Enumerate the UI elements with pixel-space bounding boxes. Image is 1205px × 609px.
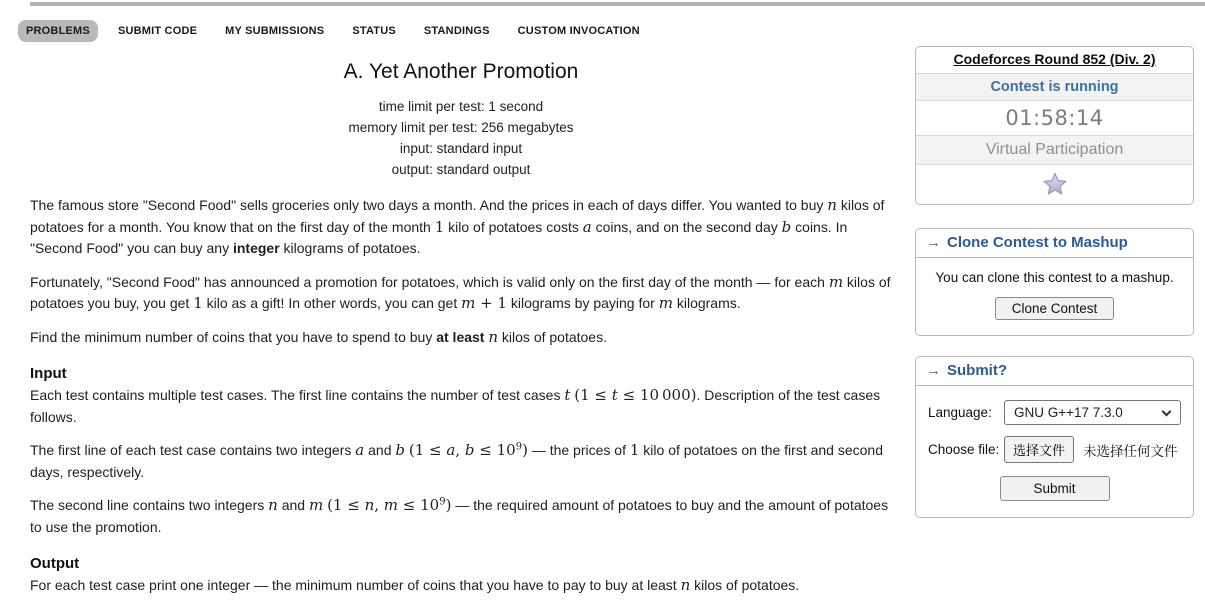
problem-statement [30, 60, 892, 609]
submit-box-title: Submit? [947, 362, 1007, 379]
text-segment: ≤ 10 [398, 496, 440, 514]
participation-mode: Virtual Participation [916, 135, 1193, 164]
language-selected-value: GNU G++17 7.3.0 [1014, 405, 1123, 420]
section-title-input: Input [30, 365, 67, 382]
text-segment: 1 [193, 294, 203, 312]
problem-paragraph [30, 272, 892, 315]
problem-paragraph [30, 385, 892, 428]
math-variable: b [781, 217, 792, 236]
math-variable: b [464, 441, 475, 459]
language-select[interactable] [1004, 400, 1181, 425]
text-segment: 9 [515, 441, 523, 453]
text-segment: and [277, 497, 309, 513]
text-segment: Fortunately, "Second Food" has announced a promotion for potatoes, which is valid only on the first day of the month — for each [30, 273, 829, 290]
text-segment: . Description of the test cases follows. [30, 387, 881, 425]
text-segment: ) [445, 496, 452, 514]
math-variable: n [827, 196, 837, 214]
math-variable: a [446, 441, 456, 459]
tab-custom-invocation[interactable]: CUSTOM INVOCATION [517, 25, 640, 37]
arrow-icon: → [926, 362, 941, 379]
problem-limits [30, 96, 892, 180]
math-variable: t [564, 386, 571, 404]
math-variable: n [364, 496, 375, 514]
submit-box-caption [916, 357, 1193, 386]
tab-submit-code[interactable]: SUBMIT CODE [117, 25, 198, 37]
text-segment: — the required amount of potatoes to buy and the amount of potatoes to use the promotion. [30, 497, 889, 535]
language-label: Language: [928, 405, 992, 420]
text-segment: coins, and on the second day [591, 218, 782, 235]
section-title-output: Output [30, 555, 80, 572]
text-segment: 1 [629, 441, 640, 459]
top-divider [30, 2, 1205, 6]
math-variable: n [488, 327, 499, 346]
text-segment: kilo of potatoes on the first and second days, respectively. [30, 442, 884, 480]
clone-box-title: Clone Contest to Mashup [947, 234, 1128, 251]
sidebar [915, 46, 1194, 518]
math-variable: a [355, 441, 365, 459]
text-segment: kilos of potatoes. [498, 328, 607, 345]
text-segment: , [374, 496, 384, 514]
text-segment: ≤ 10 000) [617, 386, 697, 404]
text-segment: 1 [434, 217, 445, 236]
text-segment: — the prices of [527, 442, 630, 458]
arrow-icon: → [926, 234, 941, 251]
math-variable: n [268, 496, 278, 514]
text-segment: 9 [439, 496, 446, 508]
text-segment: at least [436, 328, 485, 345]
text-segment: kilos of potatoes. [690, 577, 800, 593]
tab-standings[interactable]: STANDINGS [423, 25, 490, 37]
text-segment: integer [232, 240, 280, 256]
text-segment: kilo as a gift! In other words, you can get [202, 295, 462, 311]
statement-body [30, 195, 892, 597]
favorite-star-icon[interactable] [1043, 172, 1067, 195]
file-status-text: 未选择任何文件 [1083, 443, 1178, 459]
text-segment: kilo of potatoes costs [444, 218, 583, 235]
limit-line: memory limit per test: 256 megabytes [348, 120, 574, 135]
text-segment: and [364, 442, 396, 458]
choose-file-row [928, 436, 1181, 463]
tab-status[interactable]: STATUS [352, 25, 396, 37]
text-segment: (1 ≤ [574, 386, 612, 404]
clone-contest-box [915, 228, 1194, 336]
problem-header [30, 60, 892, 180]
text-segment: (1 ≤ [408, 441, 447, 459]
math-variable: m [308, 496, 324, 514]
submit-form [916, 386, 1193, 517]
text-segment: kilograms of potatoes. [279, 240, 421, 256]
contest-status: Contest is running [990, 79, 1119, 95]
contest-title-row [916, 47, 1193, 73]
math-variable: b [395, 441, 405, 459]
math-variable: t [611, 386, 618, 404]
tab-problems[interactable]: PROBLEMS [18, 20, 98, 42]
limit-line: output: standard output [391, 162, 531, 177]
text-segment: Find the minimum number of coins that you have to spend to buy [30, 328, 437, 345]
choose-file-button[interactable]: 选择文件 [1004, 436, 1074, 463]
text-segment: kilograms. [672, 295, 741, 311]
problem-paragraph [30, 327, 892, 349]
text-segment: , [455, 441, 465, 459]
clone-box-caption [916, 229, 1193, 258]
problem-paragraph [30, 575, 892, 597]
text-segment: The first line of each test case contains two integers [30, 442, 356, 458]
submit-box [915, 356, 1194, 518]
chevron-down-icon [1162, 407, 1172, 417]
math-variable: m [461, 294, 476, 312]
math-variable: n [680, 576, 691, 594]
text-segment: (1 ≤ [327, 496, 365, 514]
tab-bar [18, 20, 648, 42]
clone-contest-button[interactable]: Clone Contest [995, 297, 1115, 320]
problem-title: A. Yet Another Promotion [343, 60, 579, 83]
contest-status-row [916, 73, 1193, 100]
limit-line: time limit per test: 1 second [378, 99, 544, 114]
submit-row [928, 476, 1181, 501]
text-segment: kilos of potatoes you buy, you get [30, 273, 891, 311]
text-segment: The famous store "Second Food" sells groceries only two days a month. And the prices in each of days differ. You wanted to buy [30, 197, 828, 213]
contest-title-link[interactable]: Codeforces Round 852 (Div. 2) [953, 51, 1156, 67]
math-variable: m [383, 496, 399, 514]
clone-description: You can clone this contest to a mashup. [935, 270, 1174, 285]
contest-info-box [915, 46, 1194, 205]
clone-box-body [916, 258, 1193, 335]
tab-my-submissions[interactable]: MY SUBMISSIONS [225, 25, 325, 37]
language-row [928, 400, 1181, 425]
submit-button[interactable]: Submit [1000, 476, 1110, 501]
text-segment: + 1 [475, 294, 507, 312]
problem-paragraph [30, 440, 892, 483]
limit-line: input: standard input [399, 141, 523, 156]
math-variable: a [582, 217, 592, 236]
text-segment: kilograms by paying for [506, 295, 659, 311]
text-segment: coins. In "Second Food" you can buy any [30, 218, 848, 256]
text-segment: For each test case print one integer — the minimum number of coins that you have to pay to buy at least [30, 577, 681, 593]
star-row [916, 164, 1193, 204]
text-segment: kilos of potatoes for a month. You know that on the first day of the month [30, 197, 885, 235]
text-segment: ) [522, 441, 528, 459]
text-segment: The second line contains two integers [30, 497, 269, 513]
text-segment: Each test contains multiple test cases. The first line contains the number of test cases [30, 387, 565, 403]
choose-file-label: Choose file: [928, 442, 1000, 457]
math-variable: m [828, 272, 844, 291]
problem-paragraph [30, 495, 892, 538]
text-segment: ≤ 10 [474, 441, 516, 459]
contest-timer: 01:58:14 [916, 100, 1193, 135]
math-variable: m [658, 294, 673, 312]
problem-paragraph [30, 195, 892, 260]
